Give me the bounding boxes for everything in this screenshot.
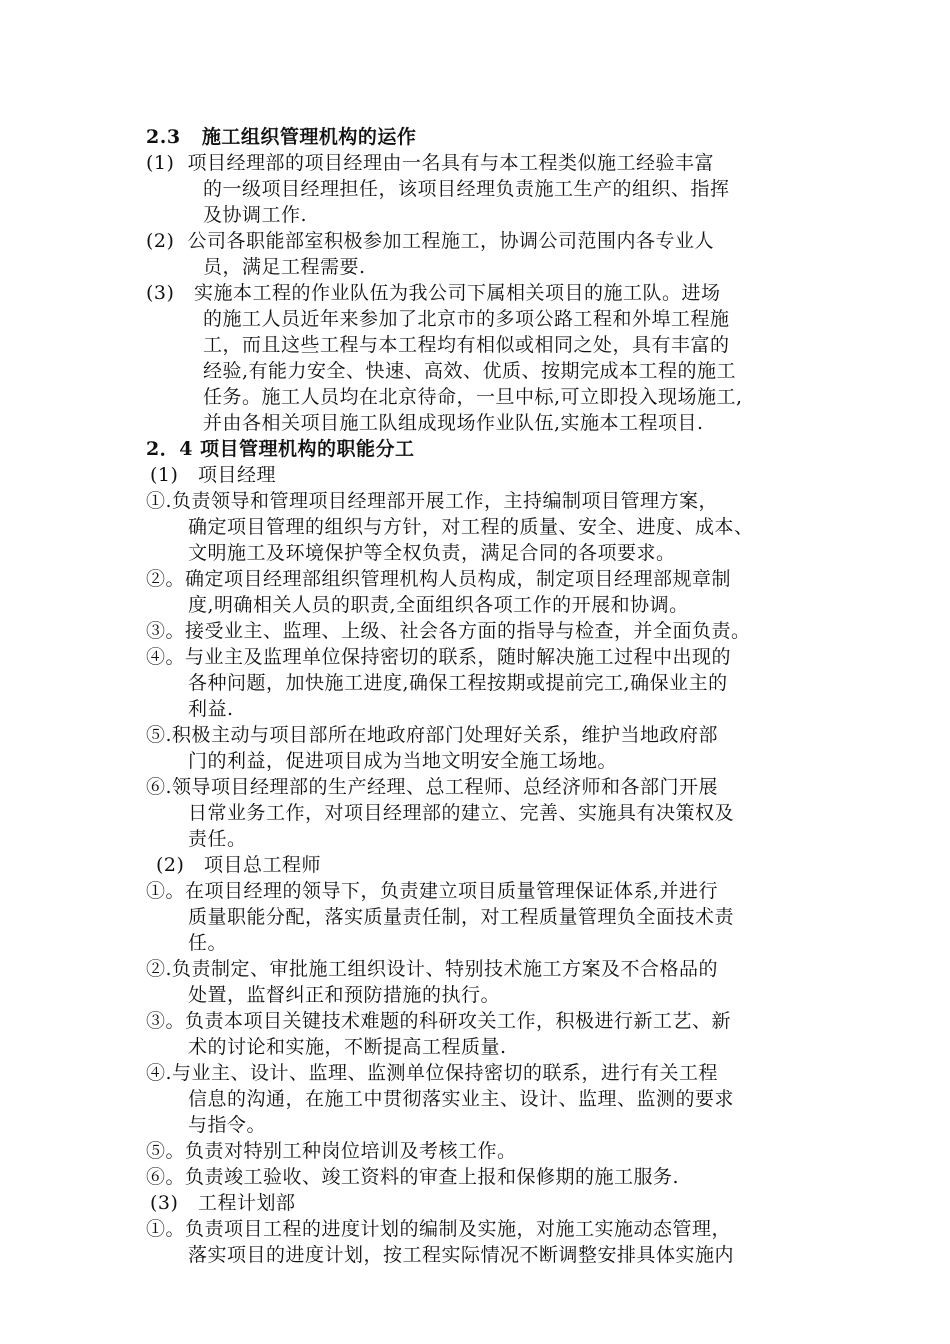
paragraph-line: 经验,有能力安全、快速、高效、优质、按期完成本工程的施工 (203, 360, 737, 382)
list-item: ④.与业主、设计、监理、监测单位保持密切的联系，进行有关工程 (146, 1062, 719, 1084)
list-item: ④。与业主及监理单位保持密切的联系，随时解决施工过程中出现的 (146, 646, 732, 668)
list-item: 确定项目管理的组织与方针，对工程的质量、安全、进度、成本、 (188, 516, 754, 538)
list-item: ①.负责领导和管理项目经理部开展工作，主持编制项目管理方案， (146, 490, 719, 512)
paragraph-line: 任务。施工人员均在北京待命，一旦中标,可立即投入现场施工, (203, 386, 743, 408)
list-item: 度,明确相关人员的职责,全面组织各项工作的开展和协调。 (188, 594, 689, 616)
list-item: 信息的沟通，在施工中贯彻落实业主、设计、监理、监测的要求 (188, 1088, 735, 1110)
paragraph-line: 并由各相关项目施工队组成现场作业队伍,实施本工程项目. (203, 412, 704, 434)
list-item: ①。负责项目工程的进度计划的编制及实施，对施工实施动态管理， (146, 1218, 732, 1240)
list-item: ⑤.积极主动与项目部所在地政府部门处理好关系，维护当地政府部 (146, 724, 719, 746)
list-item: 处置，监督纠正和预防措施的执行。 (188, 984, 501, 1006)
paragraph-line: (1) 项目经理部的项目经理由一名具有与本工程类似施工经验丰富 (146, 152, 714, 174)
list-item: ②。确定项目经理部组织管理机构人员构成，制定项目经理部规章制 (146, 568, 732, 590)
list-item: 门的利益，促进项目成为当地文明安全施工场地。 (188, 750, 618, 772)
list-item: 利益. (188, 698, 234, 720)
list-item: 各种问题，加快施工进度,确保工程按期或提前完工,确保业主的 (188, 672, 728, 694)
paragraph-line: 的一级项目经理担任，该项目经理负责施工生产的组织、指挥 (203, 178, 730, 200)
list-item: ⑤。负责对特别工种岗位培训及考核工作。 (146, 1140, 517, 1162)
list-item: ①。在项目经理的领导下，负责建立项目质量管理保证体系,并进行 (146, 880, 719, 902)
list-item: ⑥.领导项目经理部的生产经理、总工程师、总经济师和各部门开展 (146, 776, 719, 798)
list-item: 落实项目的进度计划，按工程实际情况不断调整安排具体实施内 (188, 1244, 735, 1266)
paragraph-line: (2) 公司各职能部室积极参加工程施工，协调公司范围内各专业人 (146, 230, 714, 252)
subsection-title: (2) 项目总工程师 (156, 854, 322, 876)
paragraph-line: (3) 实施本工程的作业队伍为我公司下属相关项目的施工队。进场 (146, 282, 721, 304)
list-item: ⑥。负责竣工验收、竣工资料的审查上报和保修期的施工服务. (146, 1166, 680, 1188)
list-item: 质量职能分配，落实质量责任制，对工程质量管理负全面技术责 (188, 906, 735, 928)
paragraph-line: 的施工人员近年来参加了北京市的多项公路工程和外埠工程施 (203, 308, 730, 330)
list-item: 任。 (188, 932, 228, 954)
list-item: 文明施工及环境保护等全权负责，满足合同的各项要求。 (188, 542, 676, 564)
section-2-3-heading: 2.3 施工组织管理机构的运作 (146, 126, 417, 148)
section-2-4-heading: 2．4 项目管理机构的职能分工 (146, 438, 415, 460)
subsection-title: (1) 项目经理 (150, 464, 277, 486)
list-item: 日常业务工作，对项目经理部的建立、完善、实施具有决策权及 (188, 802, 735, 824)
list-item: ③。负责本项目关键技术难题的科研攻关工作，积极进行新工艺、新 (146, 1010, 732, 1032)
subsection-title: (3) 工程计划部 (150, 1192, 296, 1214)
list-item: 责任。 (188, 828, 247, 850)
paragraph-line: 员，满足工程需要. (203, 256, 366, 278)
paragraph-line: 工，而且这些工程与本工程均有相似或相同之处，具有丰富的 (203, 334, 730, 356)
list-item: 与指令。 (188, 1114, 267, 1136)
list-item: 术的讨论和实施，不断提高工程质量. (188, 1036, 507, 1058)
list-item: ②.负责制定、审批施工组织设计、特别技术施工方案及不合格品的 (146, 958, 719, 980)
paragraph-line: 及协调工作. (203, 204, 308, 226)
list-item: ③。接受业主、监理、上级、社会各方面的指导与检查，并全面负责。 (146, 620, 751, 642)
